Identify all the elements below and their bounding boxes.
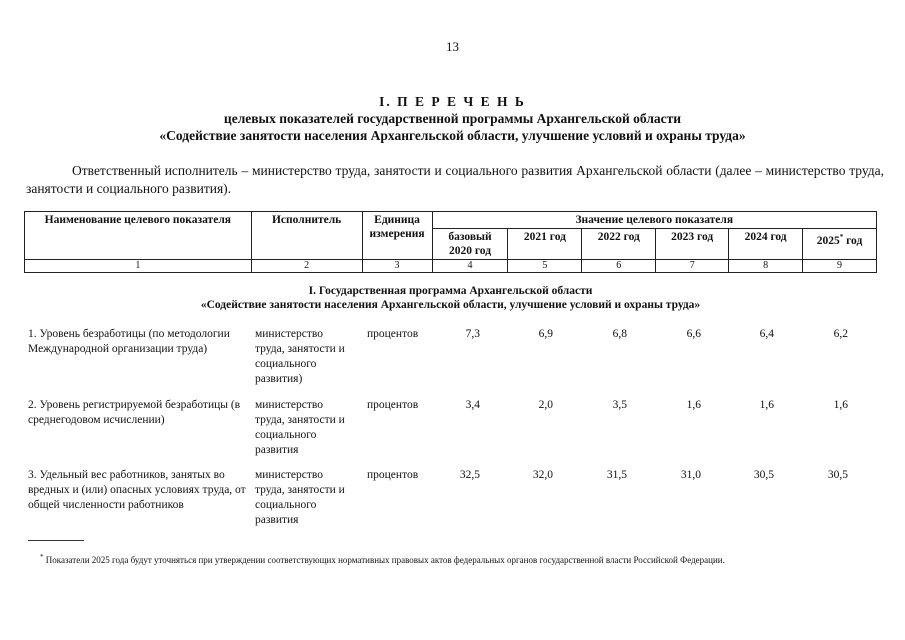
header-year-2021: 2021 год	[508, 229, 582, 260]
indicators-table-header	[24, 211, 877, 273]
indicator-executor: министерство труда, занятости и социального развития	[255, 469, 345, 526]
value-2023: 1,6	[686, 399, 701, 411]
col-number: 7	[656, 260, 729, 273]
header-executor: Исполнитель	[251, 212, 362, 260]
value-2021: 2,0	[538, 399, 553, 411]
header-year-2022: 2022 год	[582, 229, 656, 260]
program-name: «Содействие занятости населения Архангельской области, улучшение условий и охраны труда»	[159, 128, 746, 143]
value-base: 3,4	[465, 399, 480, 411]
col-number: 1	[25, 260, 252, 273]
header-name: Наименование целевого показателя	[25, 212, 252, 260]
footnote-divider	[28, 540, 84, 541]
indicator-executor: министерство труда, занятости и социального развития	[255, 399, 345, 456]
header-year-2025	[803, 229, 877, 260]
footnote-mark: *	[839, 233, 844, 241]
footnote-mark: *	[40, 553, 44, 561]
col-number: 8	[729, 260, 803, 273]
value-2025: 30,5	[827, 469, 848, 481]
indicator-unit: процентов	[367, 399, 419, 411]
col-number: 6	[582, 260, 656, 273]
indicator-name: 3. Удельный вес работников, занятых во вредных и (или) опасных условиях труда, от общей численности работников	[28, 469, 246, 511]
header-unit: Единица измерения	[362, 212, 432, 260]
col-number: 9	[803, 260, 877, 273]
value-2023: 31,0	[680, 469, 701, 481]
value-2023: 6,6	[686, 328, 701, 340]
indicator-name: 2. Уровень регистрируемой безработицы (в среднегодовом исчислении)	[28, 399, 241, 426]
value-2022: 31,5	[606, 469, 627, 481]
indicator-executor: министерство труда, занятости и социального развития)	[255, 328, 345, 385]
header-year-2025-label: 2025	[816, 234, 840, 247]
value-2021: 32,0	[532, 469, 553, 481]
value-2024: 1,6	[759, 399, 774, 411]
section-title: I. Государственная программа Архангельской области	[308, 285, 593, 297]
indicator-unit: процентов	[367, 328, 419, 340]
intro-paragraph: Ответственный исполнитель – министерство труда, занятости и социального развития Архангельской области (далее – министерство труда, занятости и социального развития).	[26, 163, 884, 196]
value-2022: 3,5	[612, 399, 627, 411]
document-title: I. П Е Р Е Ч Е Н Ь	[379, 94, 526, 109]
value-2025: 6,2	[833, 328, 848, 340]
col-number: 5	[508, 260, 582, 273]
header-base-year: базовый 2020 год	[432, 229, 508, 260]
section-program-name: «Содействие занятости населения Архангельской области, улучшение условий и охраны труда»	[200, 299, 701, 311]
value-2021: 6,9	[538, 328, 553, 340]
footnote-text: Показатели 2025 года будут уточняться при утверждении соответствующих нормативных правовых актов федеральных органов государственной власти Российской Федерации.	[43, 555, 725, 565]
header-year-2025-suffix: год	[843, 234, 863, 247]
value-2024: 6,4	[759, 328, 774, 340]
footnote	[40, 553, 890, 565]
col-number: 4	[432, 260, 508, 273]
document-subtitle: целевых показателей государственной программы Архангельской области	[223, 111, 682, 126]
col-number: 3	[362, 260, 432, 273]
value-2022: 6,8	[612, 328, 627, 340]
header-year-2024: 2024 год	[729, 229, 803, 260]
header-year-2023: 2023 год	[656, 229, 729, 260]
indicator-name: 1. Уровень безработицы (по методологии Международной организации труда)	[28, 328, 230, 355]
value-base: 7,3	[465, 328, 480, 340]
header-value-group: Значение целевого показателя	[432, 212, 876, 229]
col-number: 2	[251, 260, 362, 273]
value-2025: 1,6	[833, 399, 848, 411]
value-base: 32,5	[459, 469, 480, 481]
indicator-unit: процентов	[367, 469, 419, 481]
value-2024: 30,5	[753, 469, 774, 481]
page-number: 13	[446, 39, 459, 54]
